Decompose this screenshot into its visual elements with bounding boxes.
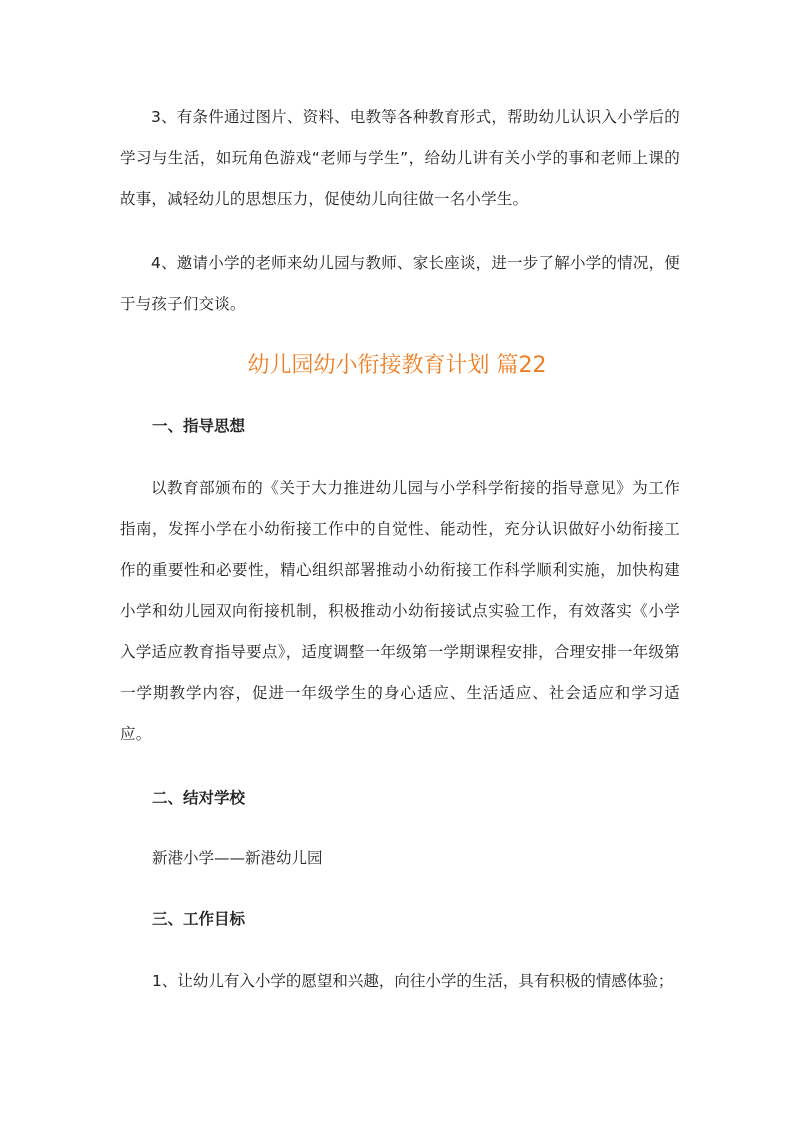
heading-work-goals: 三、工作目标 xyxy=(152,910,246,928)
paragraph-guiding-ideology: 以教育部颁布的《关于大力推进幼儿园与小学科学衔接的指导意见》为工作指南，发挥小学在小幼衔接工作中的自觉性、能动性，充分认识做好小幼衔接工作的重要性和必要性，精心组织部署推动小幼衔接工作科学顺利实施，加快构建小学和幼儿园双向衔接机制，积极推动小幼衔接试点实验工作，有效落实《小学入学适应教育指导要点》，适度调整一年级第一学期课程安排，合理安排一年级第一学期教学内容，促进一年级学生的身心适应、生活适应、社会适应和学习适应。 xyxy=(120,479,680,743)
paired-schools-text: 新港小学——新港幼儿园 xyxy=(152,849,323,867)
heading-guiding-ideology: 一、指导思想 xyxy=(152,417,246,435)
work-goal-item-1: 1、让幼儿有入小学的愿望和兴趣，向往小学的生活，具有积极的情感体验； xyxy=(152,972,674,990)
paragraph-3: 3、有条件通过图片、资料、电教等各种教育形式，帮助幼儿认识入小学后的学习与生活，如玩角色游戏“老师与学生”，给幼儿讲有关小学的事和老师上课的故事，减轻幼儿的思想压力，促使幼儿向往做一名小学生。 xyxy=(120,108,680,208)
paragraph-4: 4、邀请小学的老师来幼儿园与教师、家长座谈，进一步了解小学的情况，便于与孩子们交谈。 xyxy=(120,254,680,313)
heading-paired-schools: 二、结对学校 xyxy=(152,789,246,807)
section-title: 幼儿园幼小衔接教育计划 篇22 xyxy=(247,353,547,378)
